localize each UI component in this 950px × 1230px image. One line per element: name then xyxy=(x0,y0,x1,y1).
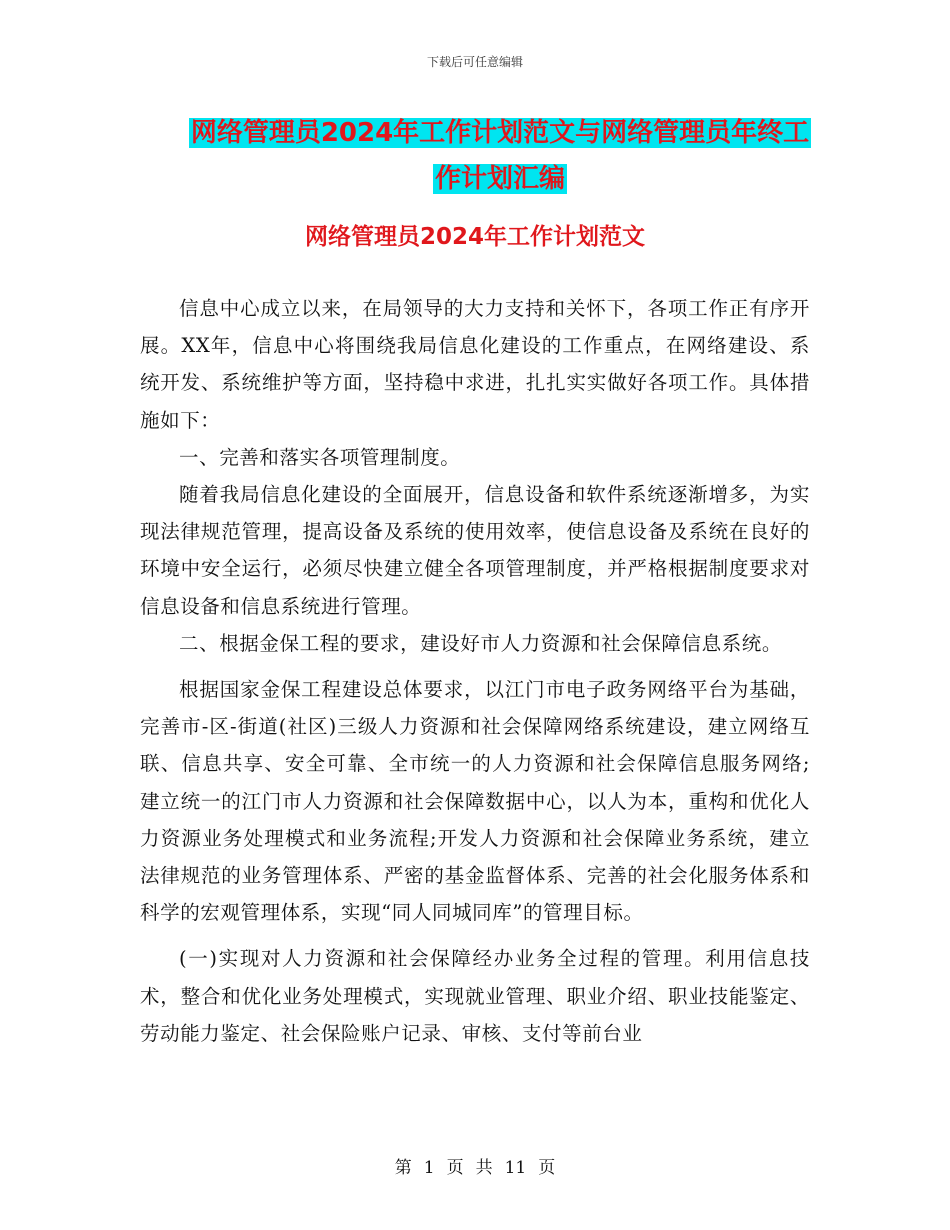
document-title xyxy=(140,110,860,202)
paragraph: 二、根据金保工程的要求，建设好市人力资源和社会保障信息系统。 xyxy=(179,631,783,655)
paragraph: 随着我局信息化建设的全面展开，信息设备和软件系统逐渐增多，为实现法律规范管理，提高设备及系统的使用效率，使信息设备及系统在良好的环境中安全运行，必须尽快建立健全各项管理制度，并严格根据制度要求对信息设备和信息系统进行管理。 xyxy=(140,483,810,618)
page-label-prefix: 第 xyxy=(394,1158,412,1178)
paragraph: 根据国家金保工程建设总体要求，以江门市电子政务网络平台为基础，完善市-区-街道(社区)三级人力资源和社会保障网络系统建设，建立网络互联、信息共享、安全可靠、全市统一的人力资源和社会保障信息服务网络;建立统一的江门市人力资源和社会保障数据中心，以人为本，重构和优化人力资源业务处理模式和业务流程;开发人力资源和社会保障业务系统，建立法律规范的业务管理体系、严密的基金监督体系、完善的社会化服务体系和科学的宏观管理体系，实现“同人同城同库”的管理目标。 xyxy=(140,678,810,925)
section-title: 网络管理员2024年工作计划范文 xyxy=(304,224,645,250)
document-title-line-1: 网络管理员2024年工作计划范文与网络管理员年终工 xyxy=(190,118,810,148)
document-title-line-2: 作计划汇编 xyxy=(434,164,565,194)
page-footer xyxy=(0,1153,950,1178)
page-current: 1 xyxy=(423,1158,435,1178)
paragraph: (一)实现对人力资源和社会保障经办业务全过程的管理。利用信息技术，整合和优化业务处理模式，实现就业管理、职业介绍、职业技能鉴定、劳动能力鉴定、社会保险账户记录、审核、支付等前台业 xyxy=(140,947,810,1045)
page-total: 11 xyxy=(504,1158,527,1178)
page-label-mid2: 共 xyxy=(475,1158,493,1178)
page-label-mid1: 页 xyxy=(446,1158,464,1178)
page-label-suffix: 页 xyxy=(538,1158,556,1178)
paragraph: 信息中心成立以来，在局领导的大力支持和关怀下，各项工作正有序开展。XX年，信息中心将围绕我局信息化建设的工作重点，在网络建设、系统开发、系统维护等方面，坚持稳中求进，扎扎实实做好各项工作。具体措施如下： xyxy=(140,297,810,432)
paragraph: 一、完善和落实各项管理制度。 xyxy=(179,445,461,469)
document-body xyxy=(140,290,810,1052)
header-note: 下载后可任意编辑 xyxy=(426,55,523,69)
